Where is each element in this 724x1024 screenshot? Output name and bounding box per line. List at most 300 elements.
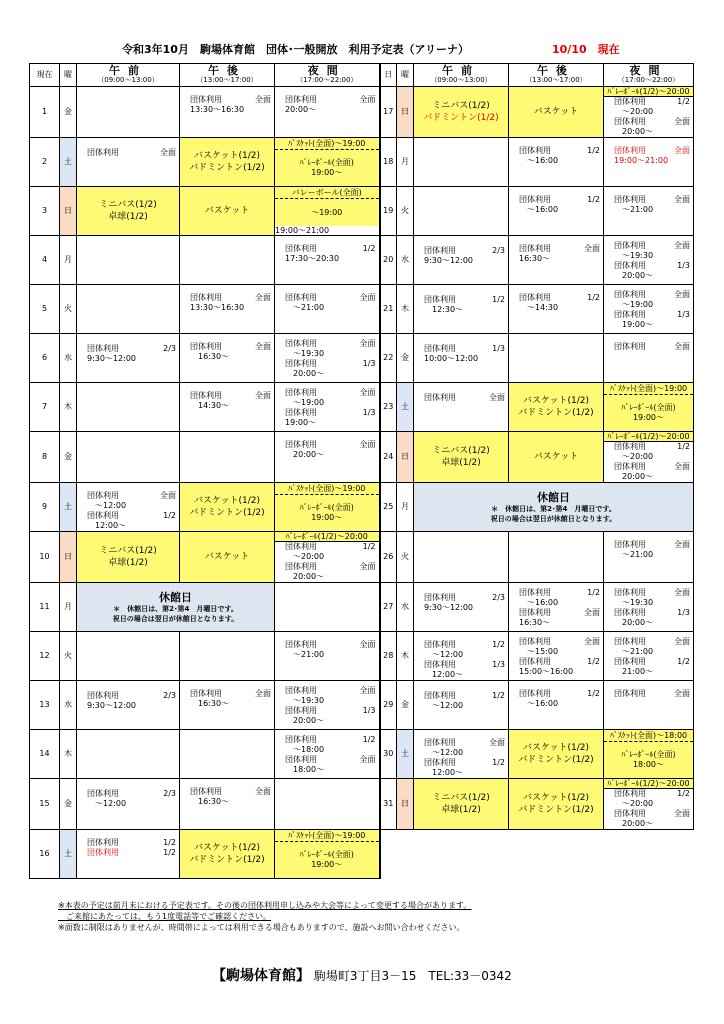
slot-qty: 全面	[674, 241, 690, 250]
am-cell	[77, 87, 180, 138]
slot-line	[614, 618, 690, 628]
evening-cell	[275, 87, 380, 138]
slot-text: 団体利用	[87, 838, 119, 847]
slot-text: 団体利用	[87, 491, 119, 500]
slot-line	[614, 310, 690, 320]
slot-text: ～21:00	[285, 650, 325, 659]
slot-entries	[509, 681, 603, 709]
slot-text: ～16:00	[519, 205, 559, 214]
split-top: ﾊﾞｽｹｯﾄ(全面)～18:00	[604, 730, 693, 742]
day-row	[30, 187, 694, 236]
slot-text: 団体利用	[519, 293, 551, 302]
slot-text: 団体利用	[424, 640, 456, 649]
am-cell	[414, 187, 509, 236]
slot-line	[285, 105, 376, 115]
slot-line	[614, 241, 690, 251]
slot-line	[614, 689, 690, 699]
slot-text: 20:00～	[285, 450, 325, 459]
slot-line	[614, 637, 690, 647]
slot-line	[519, 618, 600, 628]
slot-text: 団体利用	[87, 148, 119, 157]
slot-line	[614, 647, 690, 657]
program-line: バスケット(1/2)	[193, 151, 261, 161]
am-cell	[77, 830, 180, 879]
slot-text: 団体利用	[614, 146, 646, 155]
pm-cell	[180, 285, 275, 334]
program-line: バスケット	[533, 452, 579, 462]
pm-cell	[509, 187, 604, 236]
day-row	[30, 334, 694, 383]
slot-qty: 1/2	[492, 758, 505, 767]
slot-entries	[604, 583, 693, 628]
slot-text: ～20:00	[285, 552, 325, 561]
day-row	[30, 532, 694, 583]
slot-line	[424, 660, 505, 670]
split-line: ﾊﾞﾚｰﾎﾞｰﾙ(全面)	[299, 850, 354, 859]
slot-line	[424, 354, 505, 364]
date-cell: 8	[30, 432, 60, 483]
split-cell	[604, 730, 693, 778]
evening-cell	[604, 632, 694, 681]
slot-entries	[509, 285, 603, 313]
slot-entries	[604, 532, 693, 560]
slot-qty: 全面	[489, 738, 505, 747]
program-label	[180, 830, 274, 878]
weekday-cell: 木	[60, 730, 77, 779]
slot-line	[519, 254, 600, 264]
slot-entries	[414, 730, 508, 778]
slot-text: 団体利用	[614, 637, 646, 646]
day-row	[30, 138, 694, 187]
evening-cell	[604, 236, 694, 285]
slot-text: 9:30～12:00	[424, 603, 474, 612]
slot-qty: 全面	[359, 686, 376, 695]
weekday-cell: 月	[60, 583, 77, 632]
date-cell: 26	[380, 532, 397, 583]
program-line: 卓球(1/2)	[441, 458, 481, 468]
slot-text: 団体利用	[424, 691, 456, 700]
slot-line	[614, 290, 690, 300]
header-date: 現在	[30, 64, 60, 87]
slot-entries	[414, 285, 508, 315]
slot-entries	[180, 383, 274, 411]
am-cell	[414, 138, 509, 187]
slot-text: 9:30～12:00	[87, 354, 137, 363]
slot-line	[614, 667, 690, 677]
slot-qty: 1/2	[362, 542, 376, 551]
slot-entries	[509, 583, 603, 628]
split-line: ﾊﾞﾚｰﾎﾞｰﾙ(全面)	[299, 158, 354, 167]
slot-entries	[180, 285, 274, 313]
slot-entries	[604, 334, 693, 352]
program-line: バドミントン(1/2)	[518, 408, 594, 418]
slot-text: 団体利用	[424, 246, 456, 255]
slot-line	[614, 271, 690, 281]
evening-cell	[604, 87, 694, 138]
slot-text: 12:00～	[424, 768, 464, 777]
slot-line	[424, 295, 505, 305]
slot-text: ～12:00	[87, 799, 127, 808]
slot-text: 団体利用	[519, 608, 551, 617]
slot-text: 団体利用	[285, 542, 317, 551]
evening-top: ﾊﾞﾚｰﾎﾞｰﾙ(1/2)～20:00	[604, 779, 693, 789]
date-cell: 17	[380, 87, 397, 138]
slot-entries	[414, 334, 508, 364]
slot-entries	[77, 779, 179, 809]
am-cell	[77, 681, 180, 730]
slot-qty: 全面	[255, 342, 271, 351]
slot-line	[285, 388, 376, 398]
slot-line	[285, 765, 376, 775]
slot-line	[87, 789, 176, 799]
slot-entries	[77, 334, 179, 364]
slot-line	[87, 491, 176, 501]
slot-qty: 全面	[674, 146, 690, 155]
slot-text: ～18:00	[285, 745, 325, 754]
date-cell: 5	[30, 285, 60, 334]
slot-entries	[604, 681, 693, 699]
program-line: バドミントン(1/2)	[423, 113, 499, 123]
pm-cell	[509, 432, 604, 483]
program-line: 卓球(1/2)	[108, 558, 148, 568]
slot-entries	[604, 285, 693, 330]
slot-qty: 全面	[359, 388, 376, 397]
slot-line	[424, 701, 505, 711]
slot-text: 団体利用	[519, 146, 551, 155]
slot-entries	[275, 730, 379, 775]
slot-entries	[604, 236, 693, 281]
weekday-cell: 日	[60, 532, 77, 583]
program-line: バドミントン(1/2)	[189, 508, 265, 518]
evening-cell	[275, 632, 380, 681]
split-top: ﾊﾞｽｹｯﾄ(全面)～19:00	[275, 830, 379, 842]
slot-text: 団体利用	[285, 755, 317, 764]
slot-text: ～19:30	[614, 251, 654, 260]
slot-line	[285, 745, 376, 755]
slot-qty: 1/2	[587, 657, 600, 666]
program-line: バスケット	[204, 552, 250, 562]
slot-line	[424, 305, 505, 315]
weekday-cell: 土	[397, 383, 414, 432]
slot-text: 団体利用	[614, 789, 646, 798]
day-row	[30, 87, 694, 138]
evening-cell	[275, 187, 380, 236]
program-label	[509, 779, 603, 829]
slot-qty: 全面	[359, 95, 376, 104]
slot-text: 団体利用	[285, 640, 317, 649]
split-cell	[275, 483, 379, 531]
slot-qty: 1/2	[362, 735, 376, 744]
evening-cell	[275, 730, 380, 779]
split-bottom	[275, 842, 379, 878]
program-label	[77, 187, 179, 235]
slot-text: ～16:00	[519, 699, 559, 708]
am-cell	[414, 285, 509, 334]
slot-text: 9:30～12:00	[424, 256, 474, 265]
program-line: バスケット(1/2)	[193, 843, 261, 853]
program-label	[180, 483, 274, 531]
pm-cell	[180, 138, 275, 187]
slot-line	[87, 148, 176, 158]
slot-line	[614, 442, 690, 452]
slot-text: 団体利用	[87, 691, 119, 700]
slot-text: 20:00～	[285, 369, 325, 378]
slot-line	[285, 706, 376, 716]
am-cell	[77, 432, 180, 483]
slot-line	[285, 244, 376, 254]
slot-text: 団体利用	[424, 738, 456, 747]
weekday-cell: 木	[397, 632, 414, 681]
slot-line	[285, 542, 376, 552]
slot-text: ～20:00	[614, 107, 654, 116]
am-cell	[77, 187, 180, 236]
date-cell: 10	[30, 532, 60, 583]
weekday-cell: 火	[60, 285, 77, 334]
date-cell: 12	[30, 632, 60, 681]
slot-text: 団体利用	[614, 462, 646, 471]
day-row	[30, 632, 694, 681]
slot-qty: 全面	[584, 244, 600, 253]
facility-name: 【駒場体育館】	[212, 968, 310, 984]
slot-text: 団体利用	[285, 706, 317, 715]
slot-text: 団体利用	[614, 342, 646, 351]
date-cell: 21	[380, 285, 397, 334]
slot-entries	[275, 383, 379, 428]
slot-text: 9:30～12:00	[87, 701, 137, 710]
evening-cell	[604, 383, 694, 432]
slot-line	[519, 205, 600, 215]
document-title	[0, 41, 724, 57]
closed-note-1: ＊ 休館日は、第2･第4 月曜日です。	[491, 504, 616, 513]
slot-entries	[180, 87, 274, 115]
slot-line	[285, 562, 376, 572]
slot-text: 団体利用	[614, 442, 646, 451]
slot-qty: 1/2	[587, 146, 600, 155]
slot-text: ～21:00	[614, 647, 654, 656]
program-line: ミニバス(1/2)	[99, 200, 157, 210]
weekday-cell: 木	[397, 285, 414, 334]
slot-text: 団体利用	[285, 735, 317, 744]
slot-qty: 全面	[359, 293, 376, 302]
slot-text: 団体利用	[424, 295, 456, 304]
slot-text: 16:30～	[519, 254, 551, 263]
evening-cell	[604, 779, 694, 830]
slot-qty: 全面	[674, 689, 690, 698]
slot-text: ～16:00	[519, 156, 559, 165]
pm-cell	[509, 87, 604, 138]
slot-line	[87, 799, 176, 809]
slot-line	[519, 293, 600, 303]
slot-line	[190, 95, 271, 105]
slot-entries	[77, 830, 179, 858]
day-row	[30, 681, 694, 730]
slot-line	[519, 637, 600, 647]
slot-text: ～15:00	[519, 647, 559, 656]
am-cell	[414, 432, 509, 483]
notes	[58, 900, 471, 933]
weekday-cell: 金	[60, 432, 77, 483]
slot-entries	[275, 285, 379, 313]
date-cell: 25	[380, 483, 397, 532]
slot-text: 団体利用	[285, 408, 317, 417]
slot-line	[614, 251, 690, 261]
slot-text: 20:00～	[285, 716, 325, 725]
slot-qty: 1/2	[492, 691, 505, 700]
slot-entries	[180, 779, 274, 807]
slot-text: 団体利用	[614, 310, 646, 319]
slot-text: 団体利用	[614, 195, 646, 204]
evening-cell	[275, 138, 380, 187]
slot-qty: 1/2	[492, 295, 505, 304]
slot-text: 団体利用	[614, 608, 646, 617]
pm-cell	[180, 681, 275, 730]
slot-text: 20:00～	[614, 271, 654, 280]
header-row	[30, 64, 694, 87]
slot-line	[519, 156, 600, 166]
split-line: ﾊﾞﾚｰﾎﾞｰﾙ(全面)	[621, 403, 676, 412]
slot-text: 団体利用	[285, 388, 317, 397]
evening-cell	[275, 583, 380, 632]
slot-text: 20:00～	[285, 572, 325, 581]
slot-text: 16:30～	[190, 797, 230, 806]
evening-cell	[275, 383, 380, 432]
slot-qty: 1/2	[587, 588, 600, 597]
split-line: 19:00～	[311, 168, 343, 177]
date-cell: 16	[30, 830, 60, 879]
slot-line	[285, 303, 376, 313]
weekday-cell: 日	[60, 187, 77, 236]
program-line: バスケット(1/2)	[522, 396, 590, 406]
day-row	[30, 383, 694, 432]
date-cell: 22	[380, 334, 397, 383]
slot-line	[285, 369, 376, 379]
slot-line	[614, 452, 690, 462]
slot-entries	[604, 138, 693, 166]
split-top: バレーボール(全面)	[275, 187, 379, 199]
slot-text: 20:00～	[614, 819, 654, 828]
slot-text: 14:30～	[190, 401, 230, 410]
date-cell: 30	[380, 730, 397, 779]
slot-qty: 全面	[674, 117, 690, 126]
date-cell: 3	[30, 187, 60, 236]
slot-line	[190, 303, 271, 313]
slot-text: 19:00～	[285, 418, 317, 427]
slot-text: 19:00～	[614, 320, 654, 329]
slot-qty: 1/3	[362, 706, 376, 715]
slot-line	[87, 838, 176, 848]
slot-line	[87, 701, 176, 711]
date-cell: 31	[380, 779, 397, 830]
evening-cell	[604, 138, 694, 187]
slot-line	[614, 146, 690, 156]
am-cell	[77, 383, 180, 432]
weekday-cell: 土	[60, 483, 77, 532]
program-line: バスケット(1/2)	[522, 793, 590, 803]
pm-cell	[180, 432, 275, 483]
slot-line	[424, 593, 505, 603]
slot-line	[285, 339, 376, 349]
slot-line	[285, 95, 376, 105]
slot-line	[614, 657, 690, 667]
split-bottom	[604, 742, 693, 778]
slot-qty: 全面	[674, 290, 690, 299]
am-cell	[77, 483, 180, 532]
slot-line	[190, 352, 271, 362]
program-label	[180, 532, 274, 582]
slot-entries	[180, 681, 274, 709]
slot-line	[614, 540, 690, 550]
weekday-cell: 火	[397, 532, 414, 583]
slot-qty: 1/2	[587, 689, 600, 698]
split-line: 18:00～	[632, 760, 665, 769]
slot-qty: 1/2	[492, 640, 505, 649]
slot-text: 団体利用	[614, 117, 646, 126]
evening-cell	[604, 334, 694, 383]
slot-line	[285, 735, 376, 745]
slot-text: 20:00～	[614, 618, 654, 627]
pm-cell	[509, 779, 604, 830]
program-line: バドミントン(1/2)	[518, 755, 594, 765]
slot-text: 団体利用	[614, 261, 646, 270]
weekday-cell: 水	[60, 334, 77, 383]
slot-qty: 全面	[674, 637, 690, 646]
slot-line	[519, 303, 600, 313]
am-cell	[77, 632, 180, 681]
program-label	[509, 730, 603, 778]
slot-line	[614, 117, 690, 127]
date-cell: 28	[380, 632, 397, 681]
facility-address: 駒場町3丁目3－15 TEL:33－0342	[313, 969, 512, 983]
evening-top: ﾊﾞﾚｰﾎﾞｰﾙ(1/2)～20:00	[604, 87, 693, 97]
pm-cell	[509, 681, 604, 730]
slot-text: 団体利用	[190, 95, 222, 104]
slot-entries	[180, 334, 274, 362]
date-cell: 13	[30, 681, 60, 730]
evening-cell	[275, 334, 380, 383]
program-label	[509, 432, 603, 482]
slot-line	[87, 501, 176, 511]
slot-text: 20:00～	[285, 105, 317, 114]
slot-line	[614, 195, 690, 205]
split-top: ﾊﾞｽｹｯﾄ(全面)～19:00	[275, 483, 379, 495]
program-line: ミニバス(1/2)	[99, 546, 157, 556]
slot-entries	[509, 187, 603, 215]
slot-text: 20:00～	[614, 472, 654, 481]
program-label	[509, 87, 603, 137]
slot-text: 10:00～12:00	[424, 354, 479, 363]
slot-line	[87, 691, 176, 701]
slot-line	[285, 254, 376, 264]
evening-cell	[604, 285, 694, 334]
slot-entries	[604, 632, 693, 677]
slot-line	[285, 552, 376, 562]
header-evening-2: 夜間 （17:00～22:00）	[604, 64, 694, 87]
split-cell	[275, 138, 379, 186]
pm-cell	[180, 187, 275, 236]
header-evening: 夜間 （17:00～22:00）	[275, 64, 380, 87]
slot-entries	[77, 483, 179, 531]
slot-line	[285, 716, 376, 726]
pm-cell	[180, 87, 275, 138]
weekday-cell: 木	[60, 383, 77, 432]
evening-cell	[604, 730, 694, 779]
slot-text: 団体利用	[614, 657, 646, 666]
day-row	[30, 285, 694, 334]
evening-cell	[604, 532, 694, 583]
slot-entries	[275, 334, 379, 379]
date-cell: 15	[30, 779, 60, 830]
day-row	[30, 779, 694, 830]
